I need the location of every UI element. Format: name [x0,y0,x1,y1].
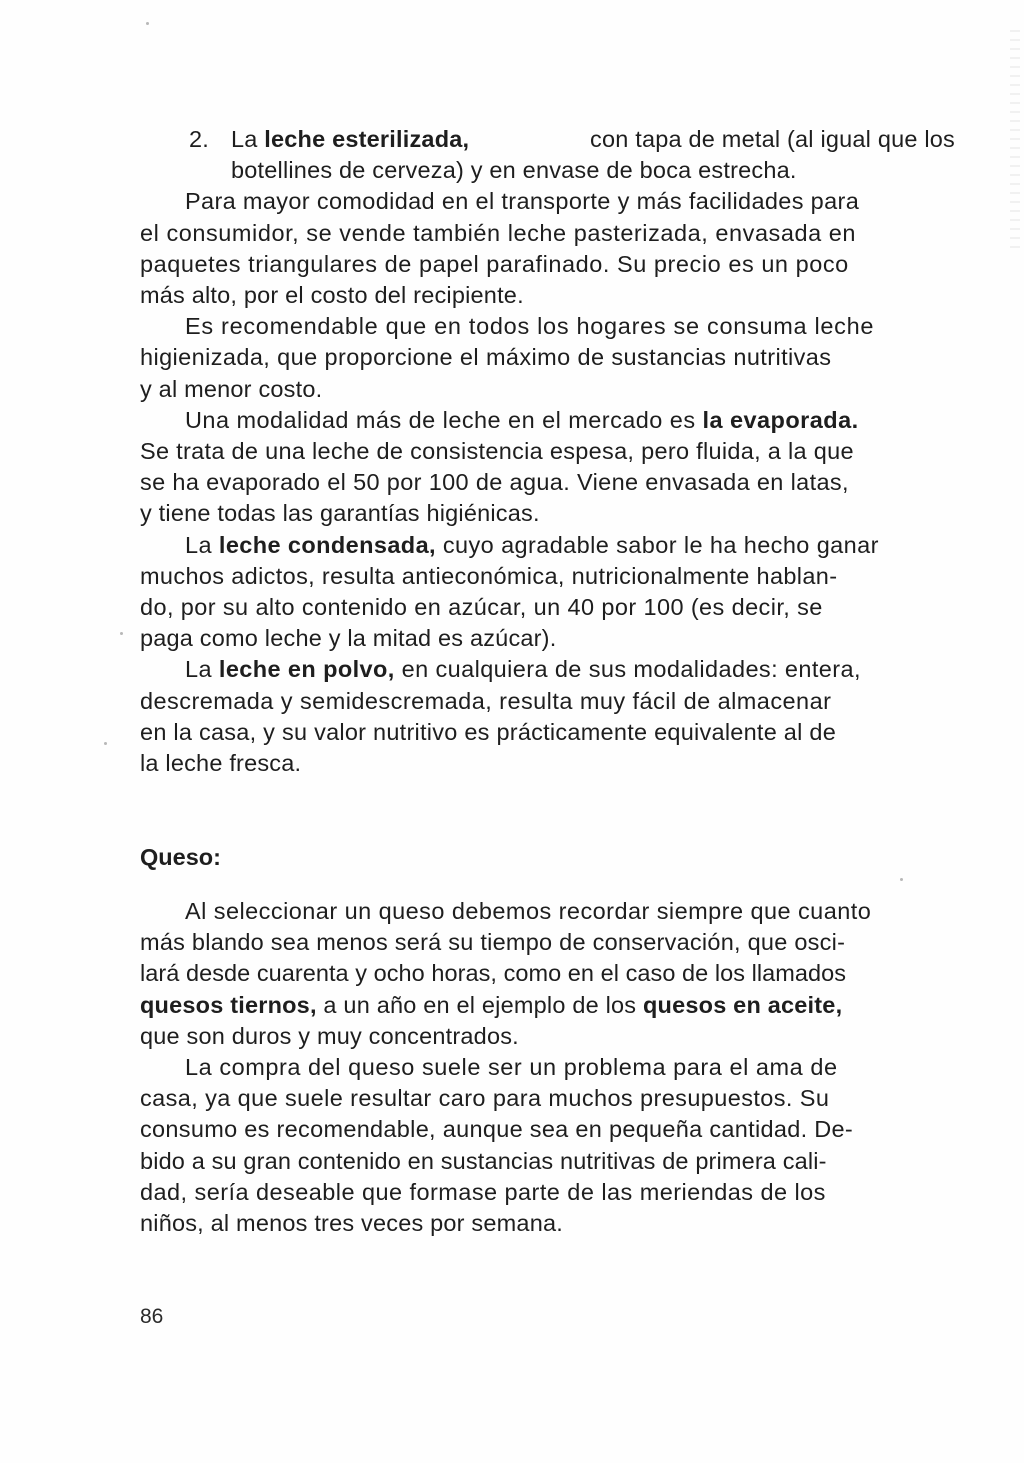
paragraph-evaporada-line: se ha evaporado el 50 por 100 de agua. Viene envasada en latas, [140,469,849,496]
paragraph-evaporada-line: Una modalidad más de leche en el mercado es la evaporada. [185,406,859,433]
section-heading-queso: Queso: [140,844,221,870]
paragraph-queso2-line: casa, ya que suele resultar caro para muchos presupuestos. Su [140,1085,830,1112]
term-leche-esterilizada: leche esterilizada, [264,126,470,152]
milk-section [140,124,955,779]
term-quesos-en-aceite: quesos en aceite, [642,991,843,1018]
page-number: 86 [140,1305,164,1328]
scan-speck [104,742,107,745]
item-2-line-2: botellines de cerveza) y en envase de boca estrecha. [231,157,797,184]
term-la-evaporada: la evaporada. [702,406,859,433]
paragraph-pasteurizada-line: el consumidor, se vende también leche pasterizada, envasada en [140,219,857,246]
paragraph-higienizada-line: Es recomendable que en todos los hogares se consuma leche [185,313,875,340]
paragraph-queso2-line: niños, al menos tres veces por semana. [140,1210,563,1237]
paragraph-queso-line: que son duros y muy concentrados. [140,1022,519,1049]
term-quesos-tiernos: quesos tiernos, [140,991,317,1018]
paragraph-queso-line: Al seleccionar un queso debemos recordar siempre que cuanto [185,898,872,924]
paragraph-queso-line: quesos tiernos, a un año en el ejemplo de los quesos en aceite, [140,991,843,1018]
scan-speck [146,22,149,25]
paragraph-evaporada-line: Se trata de una leche de consistencia espesa, pero fluida, a la que [140,438,854,465]
paragraph-higienizada-line: y al menor costo. [140,375,323,402]
paragraph-polvo-line: descremada y semidescremada, resulta muy fácil de almacenar [140,687,832,714]
term-leche-en-polvo: leche en polvo, [218,656,395,683]
item-number: 2. [189,126,209,152]
cheese-section [140,896,955,1239]
paragraph-condensada-line: do, por su alto contenido en azúcar, un 40 por 100 (es decir, se [140,594,823,621]
paragraph-queso2-line: bido a su gran contenido en sustancias nutritivas de primera cali- [140,1147,827,1174]
paragraph-condensada-line: paga como leche y la mitad es azúcar). [140,625,557,652]
paragraph-evaporada-line: y tiene todas las garantías higiénicas. [140,500,540,527]
paragraph-queso2-line: La compra del queso suele ser un problema para el ama de [185,1054,838,1081]
term-leche-condensada: leche condensada, [218,531,436,558]
paragraph-pasteurizada-line: paquetes triangulares de papel parafinado. Su precio es un poco [140,250,849,277]
scan-speck [120,632,123,635]
paragraph-polvo-line: La leche en polvo, en cualquiera de sus modalidades: entera, [185,656,861,683]
paragraph-queso2-line: dad, sería deseable que formase parte de las meriendas de los [140,1178,826,1205]
paragraph-queso-line: lará desde cuarenta y ocho horas, como en el caso de los llamados [140,960,847,987]
paragraph-higienizada-line: higienizada, que proporcione el máximo de sustancias nutritivas [140,344,832,371]
paragraph-polvo-line: la leche fresca. [140,750,302,777]
paragraph-pasteurizada-line: Para mayor comodidad en el transporte y más facilidades para [185,188,860,215]
item-2-line-1: 2. La leche esterilizada, con tapa de metal (al igual que los [140,124,955,155]
paragraph-condensada-line: muchos adictos, resulta antieconómica, nutricionalmente hablan- [140,562,838,589]
paragraph-queso-line: más blando sea menos será su tiempo de conservación, que osci- [140,929,846,956]
page-edge-shadow [1010,30,1020,250]
paragraph-polvo-line: en la casa, y su valor nutritivo es prácticamente equivalente al de [140,718,837,745]
paragraph-pasteurizada-line: más alto, por el costo del recipiente. [140,282,524,309]
paragraph-condensada-line: La leche condensada, cuyo agradable sabor le ha hecho ganar [185,531,879,558]
scan-speck [900,878,903,881]
paragraph-queso2-line: consumo es recomendable, aunque sea en pequeña cantidad. De- [140,1116,854,1143]
